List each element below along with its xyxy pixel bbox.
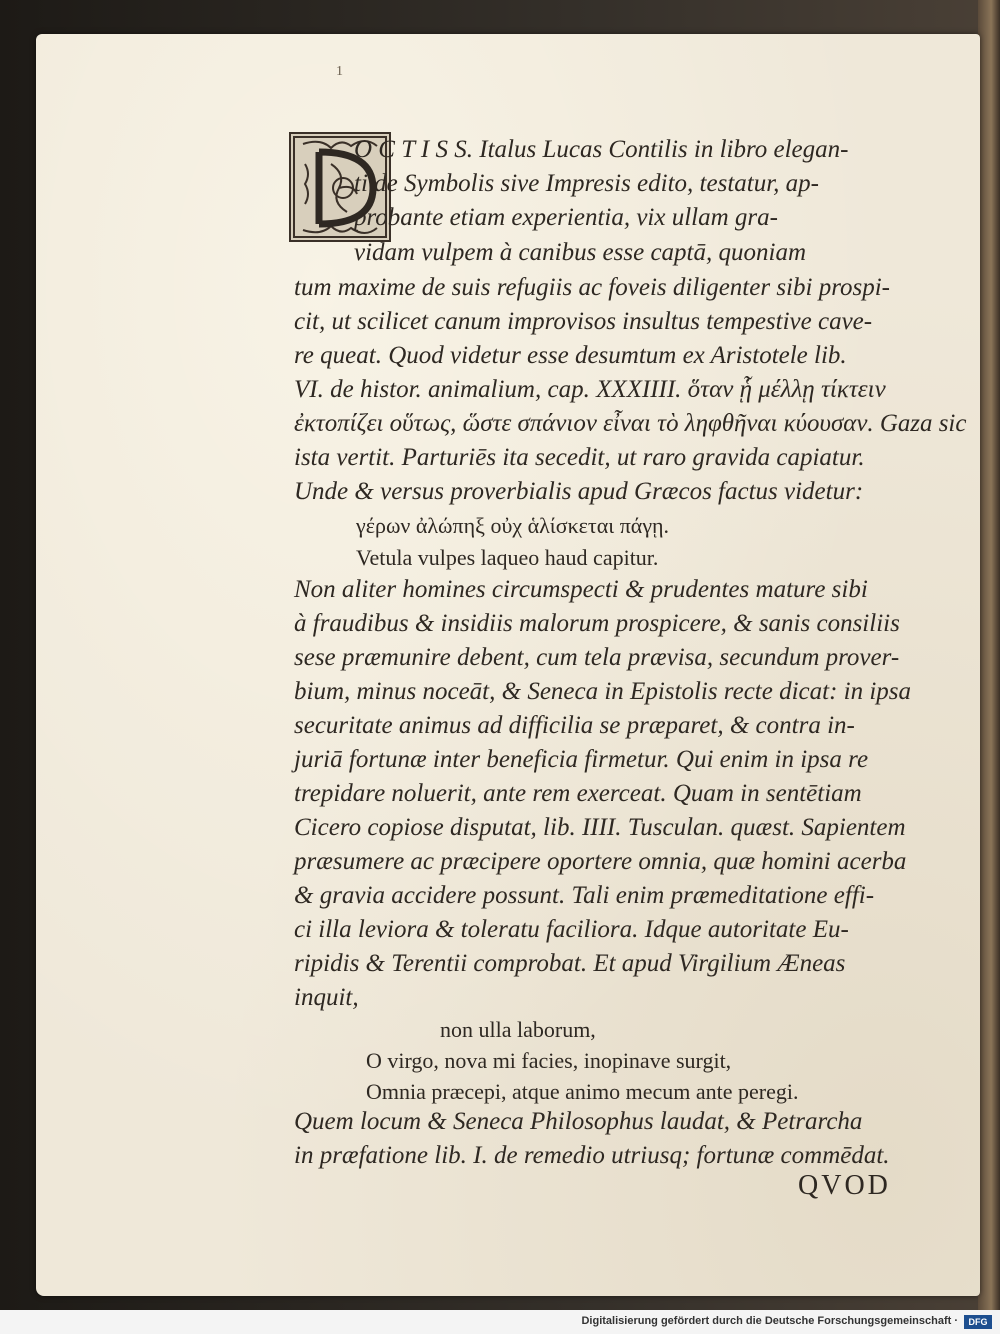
latin-proverb: Vetula vulpes laqueo haud capitur. (356, 545, 659, 570)
text-line: vidam vulpem à canibus esse captā, quoniam (354, 239, 807, 266)
text-line: Unde & versus proverbialis apud Græcos factus videtur: (294, 478, 864, 505)
text-line: cit, ut scilicet canum improvisos insultus tempestive cave- (294, 308, 873, 335)
text-line: inquit, (294, 984, 359, 1011)
text-line: O C T I S S. Italus Lucas Contilis in libro elegan- (354, 136, 849, 163)
catchword: QVOD (798, 1170, 891, 1201)
verse-line: O virgo, nova mi facies, inopinave surgit, (366, 1048, 732, 1073)
greek-proverb: γέρων ἀλώπηξ οὐχ ἁλίσκεται πάγῃ. (356, 513, 670, 538)
verse-line: Omnia præcepi, atque animo mecum ante peregi. (366, 1079, 799, 1104)
dfg-logo: DFG (964, 1315, 992, 1329)
text-line: re queat. Quod videtur esse desumtum ex Aristotele lib. (294, 342, 847, 369)
text-line: Quem locum & Seneca Philosophus laudat, & Petrarcha (294, 1108, 863, 1135)
text-line: Non aliter homines circumspecti & prudentes mature sibi (294, 576, 868, 603)
text-line: probante etiam experientia, vix ullam gra- (354, 204, 778, 231)
book-edge (978, 0, 1000, 1310)
funding-notice: Digitalisierung gefördert durch die Deutsche Forschungsgemeinschaft · (581, 1315, 958, 1327)
text-line: trepidare noluerit, ante rem exerceat. Quam in sentētiam (294, 780, 862, 807)
page-mark: 1 (336, 64, 343, 79)
text-line: ἐκτοπίζει οὕτως, ὥστε σπάνιον εἶναι τὸ ληφθῆναι κύουσαν. Gaza sic (294, 410, 967, 437)
text-line: securitate animus ad difficilia se præparet, & contra in- (294, 712, 855, 739)
text-line: tum maxime de suis refugiis ac foveis diligenter sibi prospi- (294, 274, 890, 301)
text-line: VI. de histor. animalium, cap. XXXIIII. ὅταν ᾗ μέλλῃ τίκτειν (294, 376, 886, 403)
text-line: ti de Symbolis sive Impresis edito, testatur, ap- (354, 170, 819, 197)
text-line: à fraudibus & insidiis malorum prospicere, & sanis consiliis (294, 610, 900, 637)
verse-line: non ulla laborum, (440, 1017, 596, 1042)
text-line: ci illa leviora & toleratu faciliora. Idque autoritate Eu- (294, 916, 849, 943)
text-line: bium, minus noceāt, & Seneca in Epistolis recte dicat: in ipsa (294, 678, 912, 705)
text-line: præsumere ac præcipere oportere omnia, quæ homini acerba (294, 848, 907, 875)
text-line: juriā fortunæ inter beneficia firmetur. Qui enim in ipsa re (294, 746, 869, 773)
text-line: Cicero copiose disputat, lib. IIII. Tusculan. quæst. Sapientem (294, 814, 906, 841)
text-line: ista vertit. Parturiēs ita secedit, ut raro gravida capiatur. (294, 444, 865, 471)
text-line: in præfatione lib. I. de remedio utriusq; fortunæ commēdat. (294, 1142, 890, 1169)
text-line: sese præmunire debent, cum tela prævisa, secundum prover- (294, 644, 900, 671)
text-line: & gravia accidere possunt. Tali enim præmeditatione effi- (294, 882, 875, 909)
text-line: ripidis & Terentii comprobat. Et apud Virgilium Æneas (294, 950, 846, 977)
digitization-footer (0, 1310, 1000, 1334)
book-page (36, 34, 980, 1296)
